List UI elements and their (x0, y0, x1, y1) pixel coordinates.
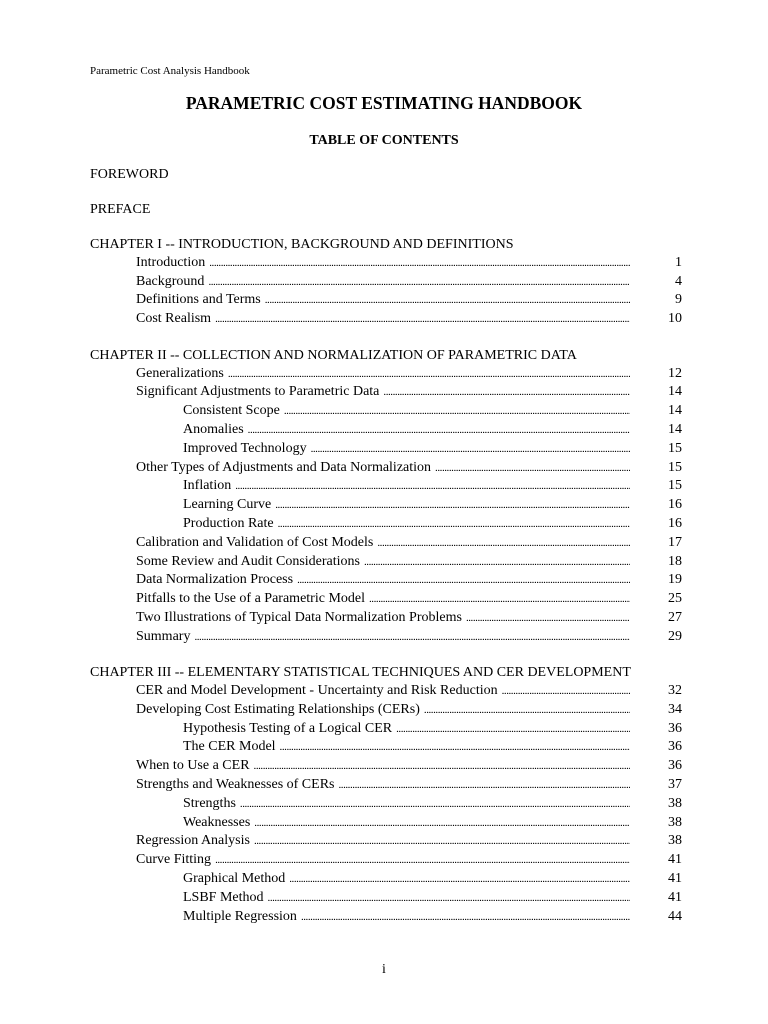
entry-title: Consistent Scope (183, 403, 280, 419)
entry-title: Regression Analysis (136, 833, 250, 849)
toc-subentry[interactable] (90, 496, 682, 515)
entry-title: Anomalies (183, 421, 244, 437)
toc-subentry[interactable] (90, 477, 682, 496)
toc-entry[interactable] (90, 682, 682, 701)
entry-page-number: 16 (668, 497, 682, 513)
dot-leader (208, 273, 630, 292)
entry-page-number: 17 (668, 534, 682, 550)
entry-page-number: 14 (668, 421, 682, 437)
entry-page-number: 14 (668, 403, 682, 419)
entry-page-number: 38 (668, 795, 682, 811)
dot-leader (280, 738, 630, 757)
toc-subentry[interactable] (90, 402, 682, 421)
entry-title: Strengths (183, 795, 236, 811)
entry-title: Cost Realism (136, 311, 212, 327)
entry-title: Curve Fitting (136, 852, 212, 868)
entry-page-number: 14 (668, 384, 682, 400)
entry-page-number: 38 (668, 833, 682, 849)
toc-subentry[interactable] (90, 908, 682, 927)
toc-entry[interactable] (90, 590, 682, 609)
entry-title: Generalizations (136, 365, 224, 381)
dot-leader (311, 440, 630, 459)
toc-subentry[interactable] (90, 870, 682, 889)
entry-title: Inflation (183, 478, 232, 494)
document-title: PARAMETRIC COST ESTIMATING HANDBOOK (185, 93, 583, 113)
chapter-section (90, 347, 682, 647)
entry-page-number: 15 (668, 459, 682, 475)
toc-heading: TABLE OF CONTENTS (309, 133, 459, 148)
toc-subentry[interactable] (90, 795, 682, 814)
dot-leader (424, 701, 630, 720)
entry-title: Other Types of Adjustments and Data Normalization (136, 459, 432, 475)
entry-title: LSBF Method (183, 889, 264, 905)
entry-page-number: 37 (668, 777, 682, 793)
dot-leader (248, 421, 630, 440)
entry-title: Pitfalls to the Use of a Parametric Model (136, 591, 365, 607)
entry-page-number: 25 (668, 591, 682, 607)
entry-title: Graphical Method (183, 871, 286, 887)
foreword-heading: FOREWORD (90, 167, 169, 182)
toc-entry[interactable] (90, 365, 682, 384)
chapter-heading: CHAPTER II -- COLLECTION AND NORMALIZATION OF PARAMETRIC DATA (90, 347, 577, 363)
entry-title: Two Illustrations of Typical Data Normalization Problems (136, 609, 462, 625)
dot-leader (265, 291, 630, 310)
chapter-section (90, 664, 682, 926)
entry-page-number: 12 (668, 365, 682, 381)
entry-page-number: 9 (675, 292, 682, 308)
toc-entry[interactable] (90, 534, 682, 553)
toc-subentry[interactable] (90, 738, 682, 757)
dot-leader (215, 851, 630, 870)
entry-page-number: 41 (668, 871, 682, 887)
toc-entry[interactable] (90, 851, 682, 870)
entry-title: Summary (136, 628, 191, 644)
dot-leader (254, 832, 630, 851)
dot-leader (194, 628, 630, 647)
entry-title: When to Use a CER (136, 758, 250, 774)
dot-leader (275, 496, 630, 515)
preface-heading: PREFACE (90, 201, 151, 217)
chapter-heading: CHAPTER III -- ELEMENTARY STATISTICAL TECHNIQUES AND CER DEVELOPMENT (90, 665, 631, 681)
entry-page-number: 1 (675, 254, 682, 270)
entry-page-number: 41 (668, 889, 682, 905)
entry-page-number: 41 (668, 852, 682, 868)
toc-entry[interactable] (90, 310, 682, 329)
dot-leader (338, 776, 630, 795)
toc-subentry[interactable] (90, 889, 682, 908)
entry-title: CER and Model Development - Uncertainty and Risk Reduction (136, 683, 498, 699)
dot-leader (254, 757, 630, 776)
toc-entry[interactable] (90, 757, 682, 776)
entry-title: Some Review and Audit Considerations (136, 553, 360, 569)
toc-entry[interactable] (90, 553, 682, 572)
entry-page-number: 34 (668, 701, 682, 717)
dot-leader (301, 908, 630, 927)
dot-leader (235, 477, 630, 496)
entry-title: Learning Curve (183, 497, 272, 513)
toc-subentry[interactable] (90, 440, 682, 459)
toc-entry[interactable] (90, 832, 682, 851)
toc-subentry[interactable] (90, 515, 682, 534)
entry-title: Hypothesis Testing of a Logical CER (183, 720, 393, 736)
toc-entry[interactable] (90, 609, 682, 628)
entry-title: Introduction (136, 254, 206, 270)
page-number: i (382, 962, 386, 977)
entry-title: The CER Model (183, 739, 276, 755)
entry-page-number: 29 (668, 628, 682, 644)
dot-leader (377, 534, 630, 553)
toc-entry[interactable] (90, 571, 682, 590)
entry-title: Calibration and Validation of Cost Models (136, 534, 374, 550)
toc-entry[interactable] (90, 273, 682, 292)
entry-title: Significant Adjustments to Parametric Data (136, 384, 380, 400)
dot-leader (215, 310, 630, 329)
entry-title: Background (136, 273, 205, 289)
chapter-heading: CHAPTER I -- INTRODUCTION, BACKGROUND AND DEFINITIONS (90, 236, 514, 252)
toc-entry[interactable] (90, 291, 682, 310)
entry-title: Strengths and Weaknesses of CERs (136, 777, 335, 793)
entry-page-number: 32 (668, 683, 682, 699)
toc-subentry[interactable] (90, 720, 682, 739)
entry-title: Definitions and Terms (136, 292, 261, 308)
dot-leader (284, 402, 630, 421)
entry-title: Improved Technology (183, 440, 307, 456)
dot-leader (209, 254, 630, 273)
dot-leader (466, 609, 630, 628)
entry-page-number: 27 (668, 609, 682, 625)
entry-page-number: 36 (668, 739, 682, 755)
toc-entry[interactable] (90, 776, 682, 795)
dot-leader (502, 682, 630, 701)
dot-leader (254, 814, 630, 833)
dot-leader (240, 795, 630, 814)
dot-leader (369, 590, 630, 609)
entry-page-number: 36 (668, 758, 682, 774)
toc-entry[interactable] (90, 459, 682, 478)
entry-page-number: 10 (668, 311, 682, 327)
chapter-section (90, 236, 682, 329)
toc-subentry[interactable] (90, 814, 682, 833)
entry-page-number: 44 (668, 908, 682, 924)
entry-page-number: 19 (668, 572, 682, 588)
running-header: Parametric Cost Analysis Handbook (90, 65, 250, 77)
entry-page-number: 16 (668, 515, 682, 531)
entry-page-number: 36 (668, 720, 682, 736)
dot-leader (396, 720, 630, 739)
entry-title: Developing Cost Estimating Relationships (CERs) (136, 701, 420, 717)
entry-title: Weaknesses (183, 814, 251, 830)
chapters-list (90, 236, 682, 926)
table-of-contents (90, 166, 682, 944)
entry-page-number: 4 (675, 273, 682, 289)
dot-leader (268, 889, 630, 908)
toc-entry[interactable] (90, 383, 682, 402)
dot-leader (364, 553, 630, 572)
entry-title: Production Rate (183, 515, 274, 531)
entry-page-number: 38 (668, 814, 682, 830)
dot-leader (278, 515, 630, 534)
entry-page-number: 15 (668, 440, 682, 456)
dot-leader (228, 365, 630, 384)
entry-title: Multiple Regression (183, 908, 297, 924)
entry-page-number: 15 (668, 478, 682, 494)
dot-leader (297, 571, 630, 590)
dot-leader (383, 383, 630, 402)
dot-leader (435, 459, 630, 478)
entry-page-number: 18 (668, 553, 682, 569)
entry-title: Data Normalization Process (136, 572, 294, 588)
toc-entry[interactable] (90, 628, 682, 647)
toc-entry[interactable] (90, 701, 682, 720)
dot-leader (289, 870, 630, 889)
toc-subentry[interactable] (90, 421, 682, 440)
toc-entry[interactable] (90, 254, 682, 273)
